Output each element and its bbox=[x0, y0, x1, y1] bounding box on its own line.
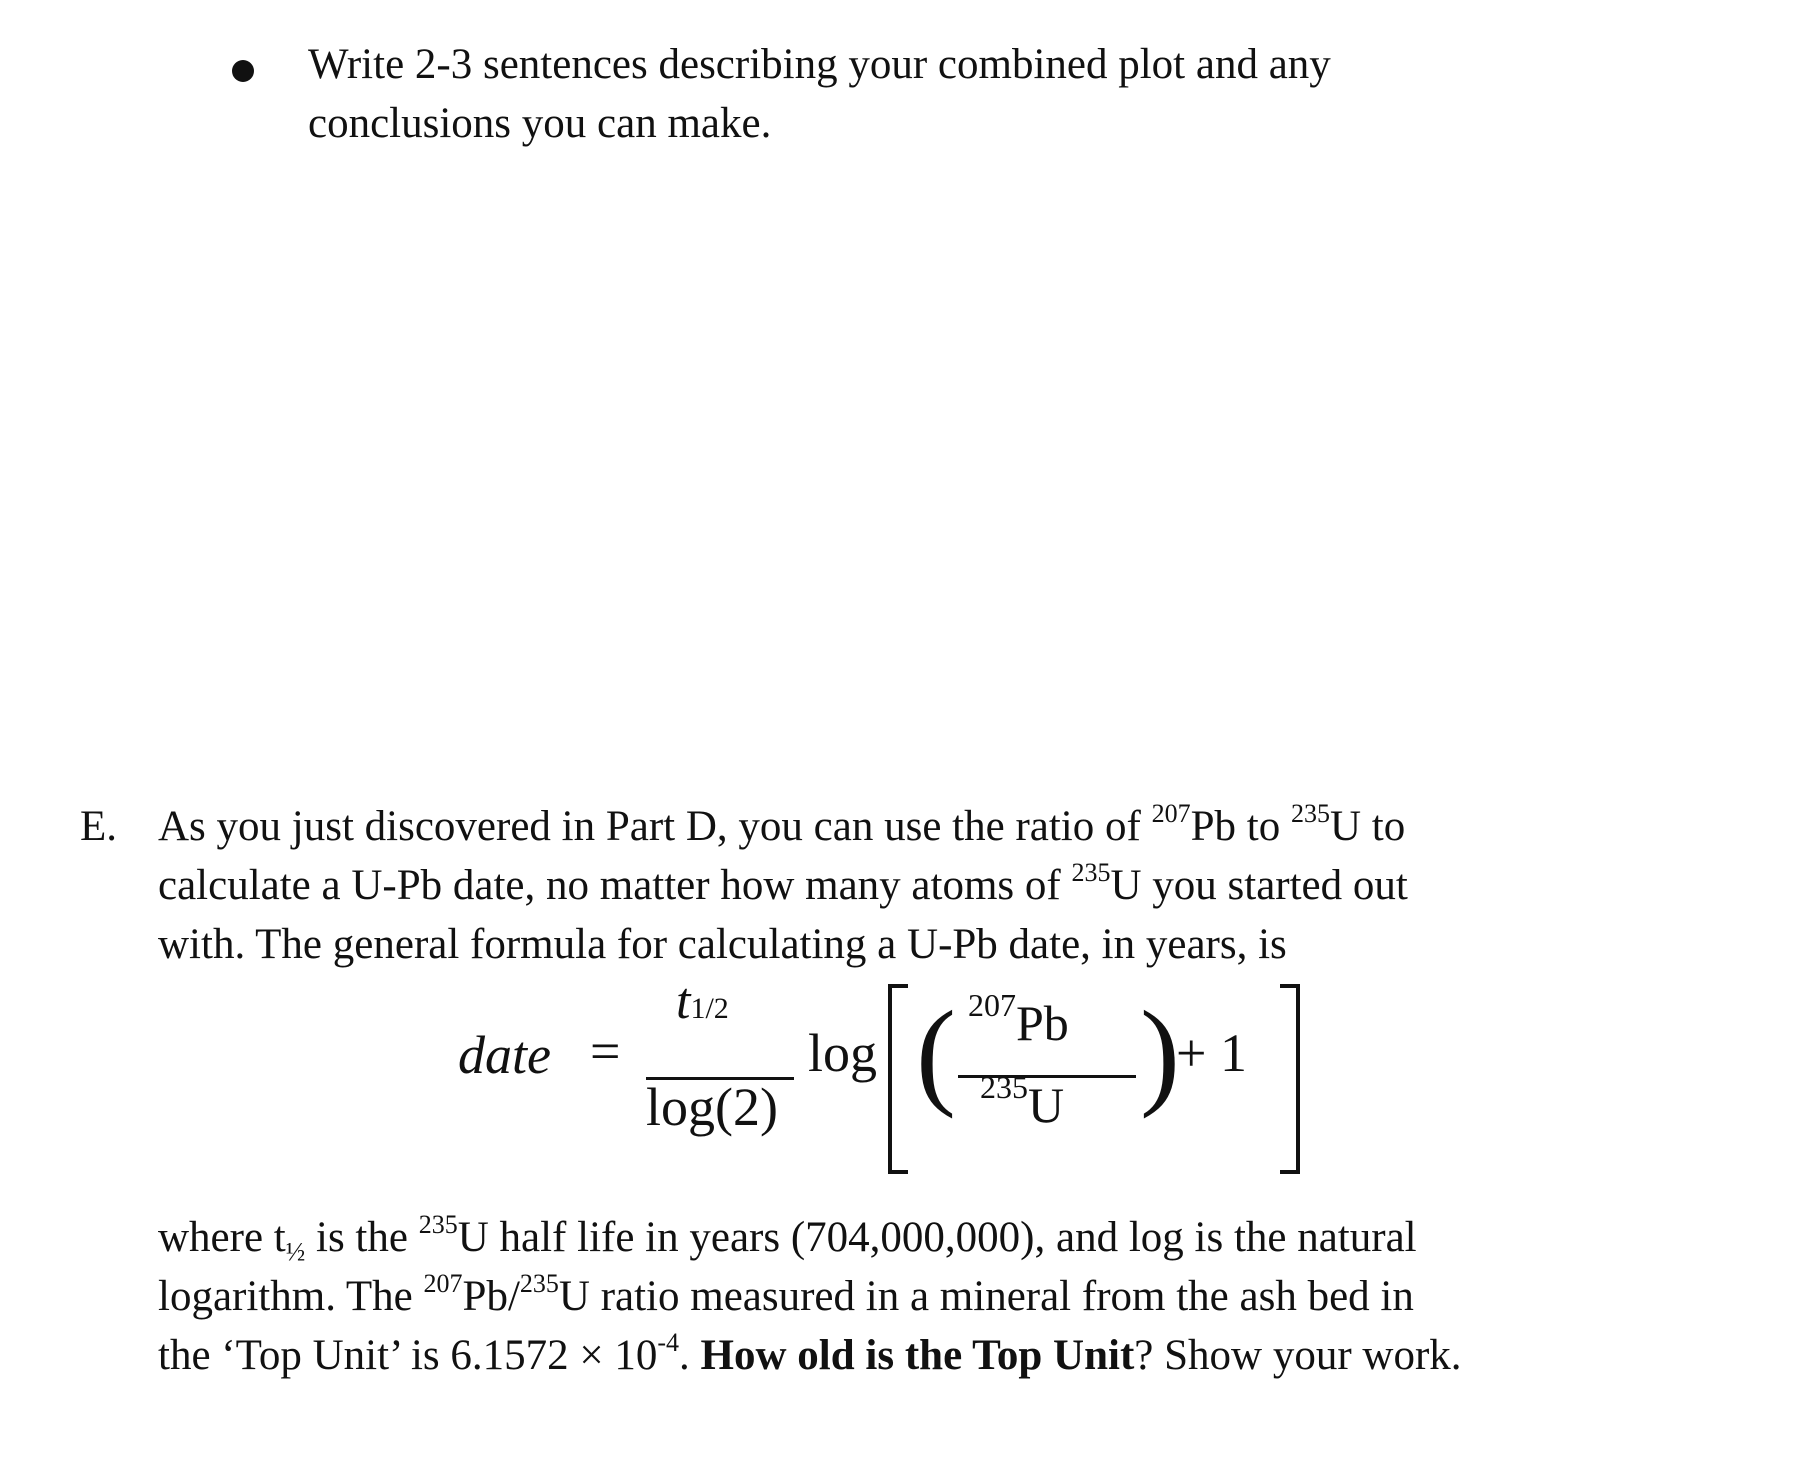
question-bold: How old is the Top Unit bbox=[700, 1332, 1135, 1379]
section-e-paragraph bbox=[158, 797, 1408, 974]
bullet-line-1: Write 2-3 sentences describing your combined plot and any bbox=[308, 41, 1331, 88]
text-span: U to bbox=[1329, 803, 1406, 850]
formula-equals: = bbox=[590, 1021, 621, 1081]
text-span: Pb/ bbox=[462, 1273, 520, 1320]
explanation-paragraph bbox=[158, 1208, 1462, 1385]
upb-date-formula bbox=[458, 972, 1298, 1172]
bullet-line-2: conclusions you can make. bbox=[308, 100, 772, 147]
bullet-text bbox=[308, 35, 1331, 153]
text-span: Pb to bbox=[1190, 803, 1291, 850]
superscript: 207 bbox=[423, 1268, 463, 1298]
section-e-line-1 bbox=[158, 797, 1408, 856]
superscript: 207 bbox=[1151, 798, 1191, 828]
right-paren: ) bbox=[1140, 986, 1180, 1119]
bullet-icon bbox=[232, 60, 254, 82]
formula-denominator: log(2) bbox=[646, 1077, 778, 1137]
text-span: As you just discovered in Part D, you can use the ratio of bbox=[158, 803, 1152, 850]
ratio-den-text: U bbox=[1028, 1077, 1065, 1133]
superscript: 235 bbox=[1290, 798, 1330, 828]
superscript: 235 bbox=[980, 1069, 1028, 1106]
text-span: where t bbox=[158, 1214, 286, 1261]
text-span: U ratio measured in a mineral from the ash bed in bbox=[558, 1273, 1414, 1320]
ratio-denominator bbox=[980, 1069, 1065, 1134]
numerator-subscript: 1/2 bbox=[690, 992, 729, 1025]
formula-numerator bbox=[676, 972, 729, 1031]
superscript: 235 bbox=[1071, 857, 1111, 887]
section-e-line-2 bbox=[158, 856, 1408, 915]
section-e-line-3: with. The general formula for calculating a U-Pb date, in years, is bbox=[158, 921, 1287, 968]
numerator-symbol: t bbox=[676, 973, 691, 1030]
ratio-numerator bbox=[968, 987, 1069, 1052]
superscript: 235 bbox=[519, 1268, 559, 1298]
superscript: 207 bbox=[968, 987, 1016, 1024]
text-span: . bbox=[679, 1332, 701, 1379]
subscript: ½ bbox=[285, 1237, 306, 1267]
formula-plus-one: + 1 bbox=[1176, 1023, 1247, 1083]
section-label: E. bbox=[80, 803, 118, 850]
text-span: logarithm. The bbox=[158, 1273, 424, 1320]
explanation-line-3 bbox=[158, 1326, 1462, 1385]
explanation-line-1 bbox=[158, 1208, 1462, 1267]
text-span: is the bbox=[305, 1214, 419, 1261]
right-bracket bbox=[1280, 984, 1300, 1174]
superscript: -4 bbox=[657, 1327, 680, 1357]
text-span: the ‘Top Unit’ is 6.1572 × 10 bbox=[158, 1332, 658, 1379]
explanation-line-2 bbox=[158, 1267, 1462, 1326]
left-paren: ( bbox=[916, 986, 956, 1119]
left-bracket bbox=[888, 984, 908, 1174]
superscript: 235 bbox=[418, 1209, 458, 1239]
text-span: U you started out bbox=[1110, 862, 1408, 909]
text-span: U half life in years (704,000,000), and log is the natural bbox=[457, 1214, 1417, 1261]
text-span: calculate a U-Pb date, no matter how many atoms of bbox=[158, 862, 1072, 909]
formula-log: log bbox=[808, 1023, 878, 1083]
formula-lhs: date bbox=[458, 1025, 551, 1085]
ratio-num-text: Pb bbox=[1016, 995, 1069, 1051]
text-span: ? Show your work. bbox=[1134, 1332, 1462, 1379]
